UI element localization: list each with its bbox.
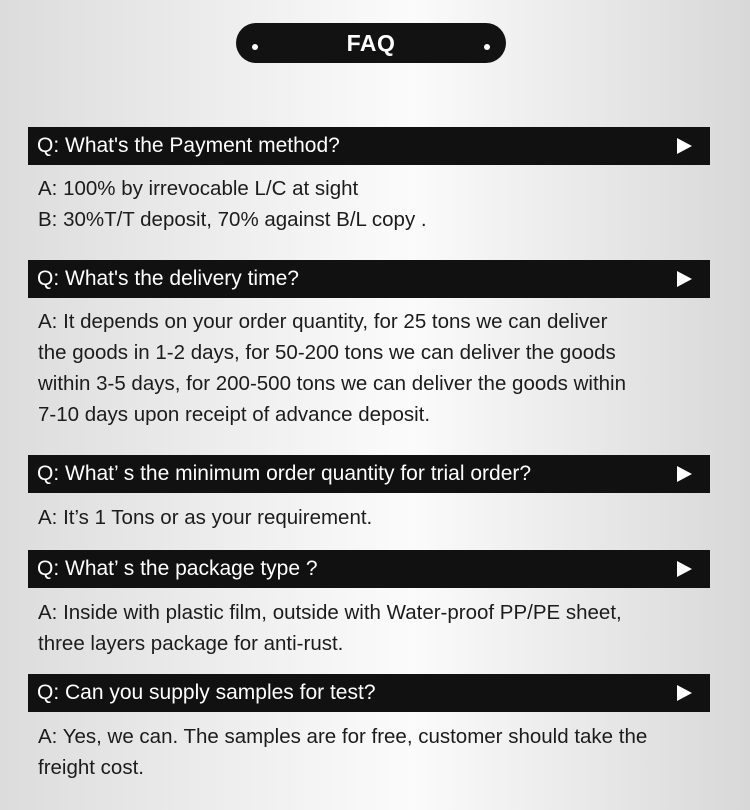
play-arrow-icon[interactable] xyxy=(677,466,692,482)
faq-question-payment[interactable] xyxy=(28,127,710,165)
play-arrow-icon[interactable] xyxy=(677,685,692,701)
play-arrow-icon[interactable] xyxy=(677,271,692,287)
play-arrow-icon[interactable] xyxy=(677,138,692,154)
faq-answer-samples xyxy=(38,721,708,783)
answer-line: the goods in 1-2 days, for 50-200 tons we can deliver the goods xyxy=(38,341,616,364)
faq-answer-delivery xyxy=(38,306,708,430)
faq-answer-payment xyxy=(38,173,708,235)
faq-question-package[interactable] xyxy=(28,550,710,588)
question-text: Q: What’ s the package type ? xyxy=(37,557,318,580)
faq-answer-moq xyxy=(38,502,708,533)
faq-answer-package xyxy=(38,597,708,659)
answer-line: within 3-5 days, for 200-500 tons we can deliver the goods within xyxy=(38,372,627,395)
question-text: Q: Can you supply samples for test? xyxy=(37,681,376,704)
answer-line: freight cost. xyxy=(38,756,144,779)
answer-line: A: Yes, we can. The samples are for free, customer should take the xyxy=(38,725,648,748)
answer-line: A: 100% by irrevocable L/C at sight xyxy=(38,177,359,200)
faq-question-moq[interactable] xyxy=(28,455,710,493)
answer-line: 7-10 days upon receipt of advance deposit. xyxy=(38,403,431,426)
answer-line: A: It depends on your order quantity, for 25 tons we can deliver xyxy=(38,310,608,333)
answer-line: A: It’s 1 Tons or as your requirement. xyxy=(38,506,373,529)
page-title: FAQ xyxy=(346,29,396,56)
answer-line: three layers package for anti-rust. xyxy=(38,632,344,655)
bullet-dot-right xyxy=(484,44,490,50)
question-text: Q: What's the delivery time? xyxy=(37,267,299,290)
question-text: Q: What’ s the minimum order quantity for trial order? xyxy=(37,462,532,485)
answer-line: A: Inside with plastic film, outside with Water-proof PP/PE sheet, xyxy=(38,601,622,624)
question-text: Q: What's the Payment method? xyxy=(37,134,340,157)
faq-question-samples[interactable] xyxy=(28,674,710,712)
bullet-dot-left xyxy=(252,44,258,50)
answer-line: B: 30%T/T deposit, 70% against B/L copy . xyxy=(38,208,427,231)
play-arrow-icon[interactable] xyxy=(677,561,692,577)
faq-title-pill xyxy=(236,23,506,63)
faq-question-delivery[interactable] xyxy=(28,260,710,298)
